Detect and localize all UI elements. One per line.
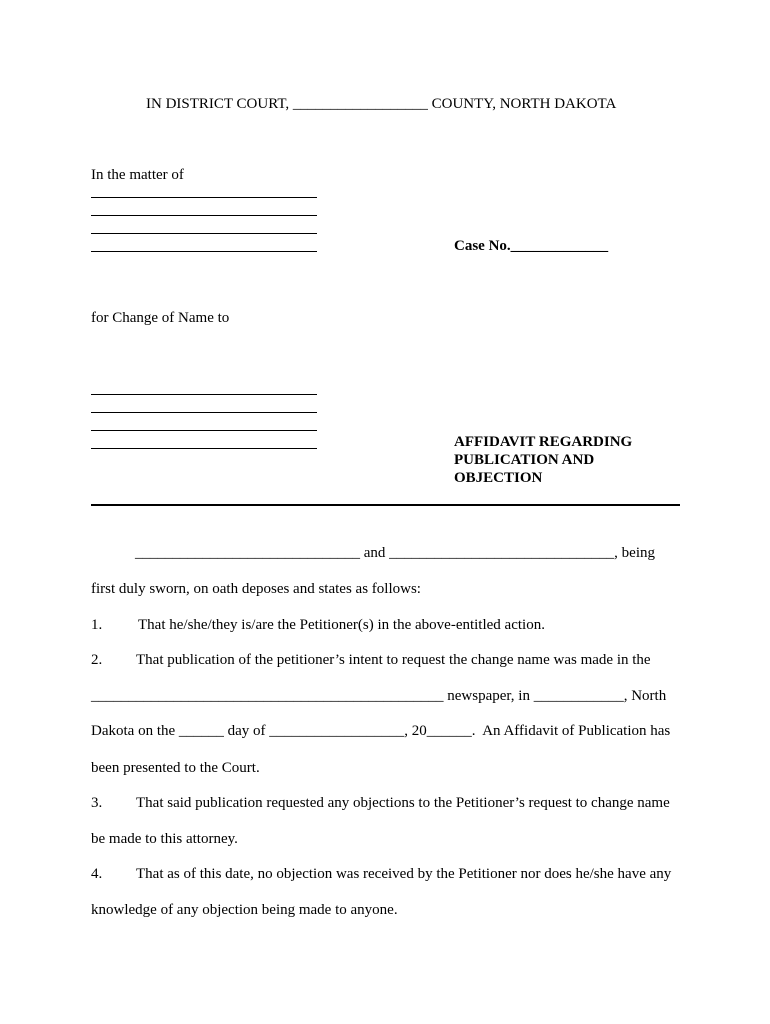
paragraph-3-line-2: be made to this attorney. xyxy=(91,831,238,847)
paragraph-1-number: 1. xyxy=(91,617,103,633)
change-of-name-label: for Change of Name to xyxy=(91,310,230,326)
title-line-3: OBJECTION xyxy=(454,470,543,486)
petitioner-name-line-4 xyxy=(91,251,317,252)
paragraph-3-number: 3. xyxy=(91,795,103,811)
in-matter-of-label: In the matter of xyxy=(91,167,184,183)
paragraph-4-number: 4. xyxy=(91,866,103,882)
affiant-names-line: ______________________________ and ______________________________, being xyxy=(135,545,655,561)
new-name-line-1 xyxy=(91,394,317,395)
paragraph-2-line-2: _______________________________________________ newspaper, in ____________, North xyxy=(91,688,667,704)
paragraph-2-line-3: Dakota on the ______ day of __________________, 20______. An Affidavit of Publication has xyxy=(91,723,671,739)
petitioner-name-line-3 xyxy=(91,233,317,234)
paragraph-2-line-4: been presented to the Court. xyxy=(91,760,260,776)
paragraph-3-line-1: That said publication requested any objections to the Petitioner’s request to change name xyxy=(136,795,670,811)
paragraph-2-line-1: That publication of the petitioner’s intent to request the change name was made in the xyxy=(136,652,651,668)
new-name-line-2 xyxy=(91,412,317,413)
document-title xyxy=(454,433,694,487)
paragraph-2-number: 2. xyxy=(91,652,103,668)
new-name-line-4 xyxy=(91,448,317,449)
title-line-2: PUBLICATION AND xyxy=(454,452,595,468)
petitioner-name-line-2 xyxy=(91,215,317,216)
title-line-1: AFFIDAVIT REGARDING xyxy=(454,434,633,450)
court-heading: IN DISTRICT COURT, __________________ COUNTY, NORTH DAKOTA xyxy=(146,96,617,112)
paragraph-4-line-1: That as of this date, no objection was received by the Petitioner nor does he/she have any xyxy=(136,866,672,882)
new-name-line-3 xyxy=(91,430,317,431)
caption-divider xyxy=(91,504,680,506)
paragraph-4-line-2: knowledge of any objection being made to anyone. xyxy=(91,902,398,918)
petitioner-name-line-1 xyxy=(91,197,317,198)
sworn-statement: first duly sworn, on oath deposes and states as follows: xyxy=(91,581,421,597)
paragraph-1-text: That he/she/they is/are the Petitioner(s) in the above-entitled action. xyxy=(138,617,545,633)
case-number-label: Case No._____________ xyxy=(454,238,609,254)
